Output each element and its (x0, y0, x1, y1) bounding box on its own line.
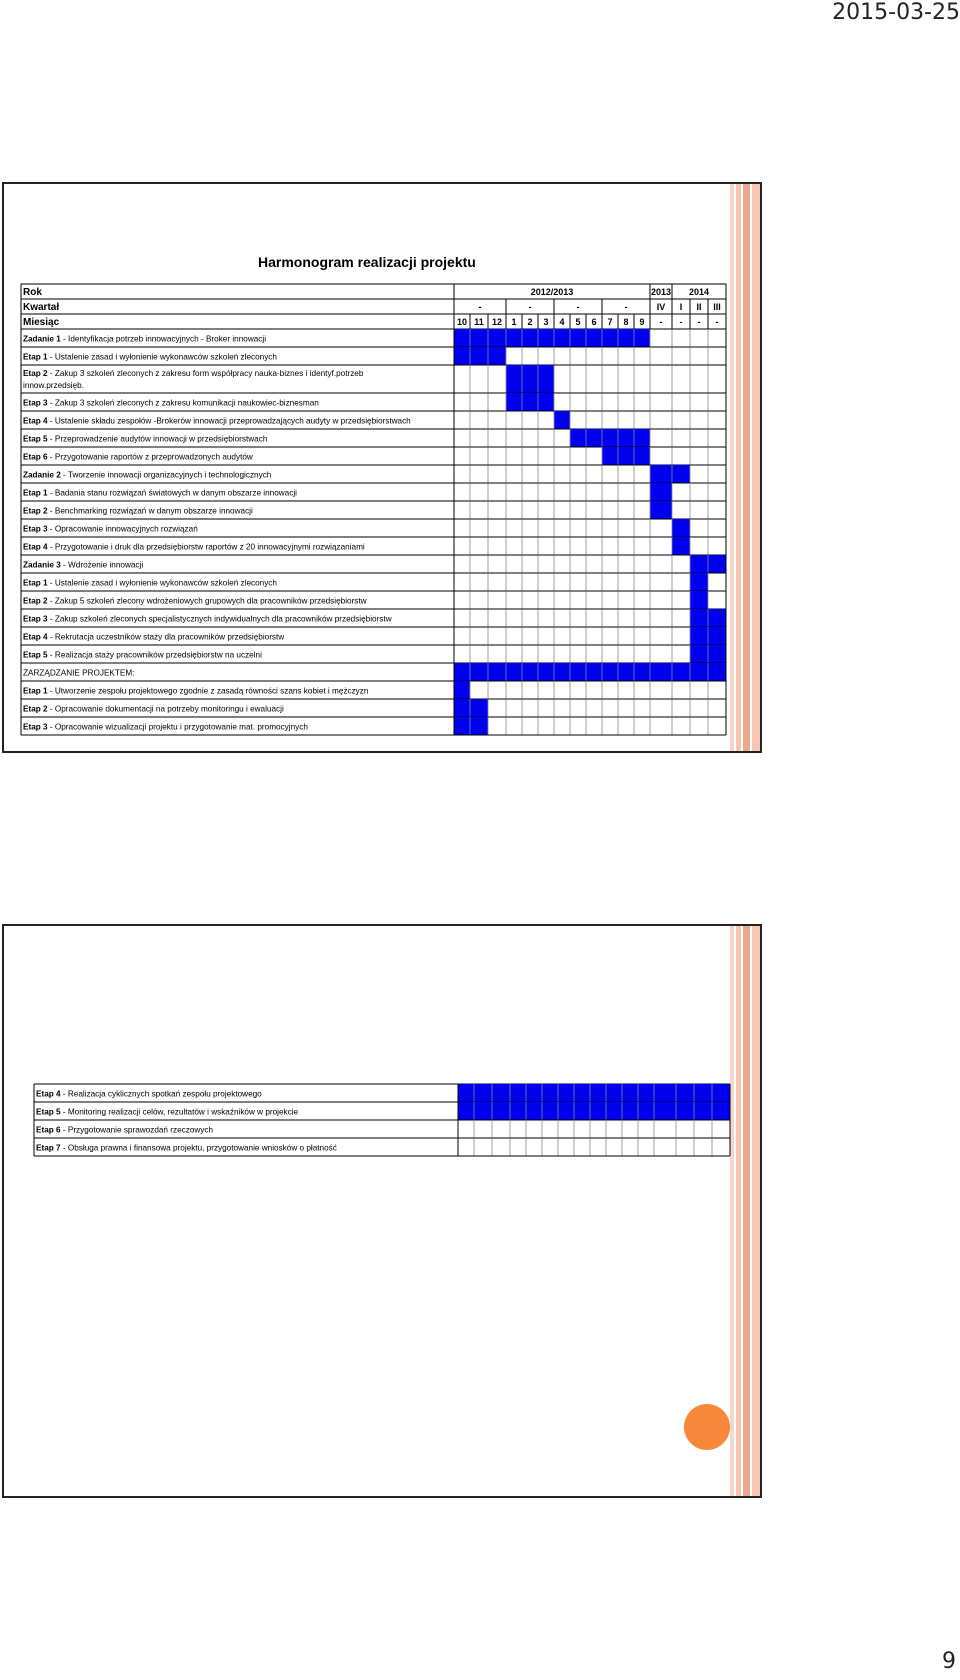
page-number: 9 (942, 1649, 956, 1674)
header-cell: 5 (575, 317, 581, 327)
gantt-bar-cell (470, 717, 488, 735)
gantt-bar-cell (650, 483, 672, 501)
gantt-bar-cell (538, 365, 554, 393)
gantt-bar-cell (574, 1102, 590, 1120)
task-label: Etap 5 - Realizacja staży pracowników przedsiębiorstw na uczelni (23, 650, 262, 660)
gantt-bar-cell (690, 627, 708, 645)
gantt-bar-cell (542, 1102, 558, 1120)
gantt-bar-cell (690, 645, 708, 663)
gantt-bar-cell (506, 663, 522, 681)
header-cell: 12 (491, 317, 503, 327)
gantt-bar-cell (676, 1102, 694, 1120)
task-label: Etap 7 - Obsługa prawna i finansowa projektu, przygotowanie wniosków o płatność (36, 1143, 337, 1153)
header-cell: 10 (456, 317, 468, 327)
gantt-bar-cell (506, 365, 522, 393)
gantt-bar-cell (558, 1102, 574, 1120)
gantt-bar-cell (606, 1084, 622, 1102)
header-cell: - (679, 317, 683, 327)
gantt-bar-cell (454, 329, 470, 347)
gantt-bar-cell (458, 1102, 474, 1120)
gantt-bar-cell (474, 1084, 492, 1102)
header-cell: 2014 (688, 287, 710, 297)
gantt-bar-cell (470, 347, 488, 365)
task-label: Etap 1 - Badania stanu rozwiązań światowych w danym obszarze innowacji (23, 488, 297, 498)
schedule-title: Harmonogram realizacji projektu (258, 254, 476, 270)
gantt-bar-cell (690, 663, 708, 681)
gantt-bar-cell (634, 429, 650, 447)
gantt-bar-cell (454, 717, 470, 735)
gantt-bar-cell (650, 663, 672, 681)
header-cell: I (679, 302, 683, 312)
gantt-bar-cell (526, 1102, 542, 1120)
gantt-bar-cell (554, 329, 570, 347)
gantt-bar-cell (492, 1102, 510, 1120)
gantt-bar-cell (488, 347, 506, 365)
gantt-bar-cell (538, 663, 554, 681)
header-cell: 2012/2013 (530, 287, 574, 297)
header-cell: - (659, 317, 663, 327)
gantt-bar-cell (638, 1084, 654, 1102)
gantt-bar-cell (638, 1102, 654, 1120)
gantt-bar-cell (488, 663, 506, 681)
task-label: Zadanie 1 - Identyfikacja potrzeb innowacyjnych - Broker innowacji (23, 334, 267, 344)
gantt-bar-cell (522, 329, 538, 347)
gantt-bar-cell (690, 591, 708, 609)
gantt-bar-cell (690, 573, 708, 591)
task-label: Zadanie 2 - Tworzenie innowacji organizacyjnych i technologicznych (23, 470, 272, 480)
header-cell: 2013 (650, 287, 672, 297)
task-label: Etap 4 - Przygotowanie i druk dla przedsiębiorstw raportów z 20 innowacyjnymi rozwiązaniami (23, 542, 365, 552)
gantt-bar-cell (570, 663, 586, 681)
gantt-bar-cell (690, 555, 708, 573)
gantt-bar-cell (510, 1084, 526, 1102)
header-label: Kwartał (23, 302, 60, 313)
gantt-bar-cell (694, 1084, 712, 1102)
gantt-bar-cell (510, 1102, 526, 1120)
gantt-bar-cell (454, 347, 470, 365)
gantt-bar-cell (538, 393, 554, 411)
gantt-bar-cell (570, 429, 586, 447)
gantt-bar-cell (618, 429, 634, 447)
header-cell: - (528, 302, 532, 312)
gantt-table-continued (4, 926, 760, 1496)
gantt-bar-cell (622, 1102, 638, 1120)
gantt-bar-cell (590, 1102, 606, 1120)
gantt-bar-cell (622, 1084, 638, 1102)
gantt-bar-cell (570, 329, 586, 347)
header-cell: - (624, 302, 628, 312)
header-cell: - (576, 302, 580, 312)
header-cell: - (478, 302, 482, 312)
gantt-bar-cell (506, 393, 522, 411)
gantt-bar-cell (654, 1084, 676, 1102)
header-cell: 9 (639, 317, 645, 327)
gantt-bar-cell (708, 555, 726, 573)
gantt-bar-cell (708, 645, 726, 663)
gantt-bar-cell (676, 1084, 694, 1102)
gantt-bar-cell (618, 663, 634, 681)
task-label: Etap 4 - Ustalenie składu zespołów -Brokerów innowacji przeprowadzających audyty w przedsiębiorstwach (23, 416, 411, 426)
header-cell: 11 (474, 317, 484, 327)
gantt-bar-cell (708, 663, 726, 681)
task-label: Zadanie 3 - Wdrożenie innowacji (23, 560, 144, 570)
task-label: Etap 6 - Przygotowanie raportów z przeprowadzonych audytów (23, 452, 253, 462)
header-cell: 7 (607, 317, 613, 327)
gantt-bar-cell (650, 465, 672, 483)
gantt-bar-cell (586, 329, 602, 347)
gantt-bar-cell (672, 465, 690, 483)
gantt-bar-cell (606, 1102, 622, 1120)
task-label-continued: innow.przedsięb. (23, 381, 84, 390)
gantt-bar-cell (602, 429, 618, 447)
gantt-bar-cell (708, 627, 726, 645)
gantt-bar-cell (634, 329, 650, 347)
header-cell: - (697, 317, 701, 327)
slide-2 (2, 924, 762, 1498)
gantt-bar-cell (458, 1084, 474, 1102)
gantt-bar-cell (506, 329, 522, 347)
header-cell: 4 (559, 317, 565, 327)
task-label: Etap 3 - Zakup 3 szkoleń zleconych z zakresu komunikacji naukowiec-biznesman (23, 398, 319, 408)
gantt-bar-cell (650, 501, 672, 519)
gantt-bar-cell (708, 609, 726, 627)
gantt-bar-cell (522, 365, 538, 393)
gantt-bar-cell (522, 393, 538, 411)
gantt-bar-cell (522, 663, 538, 681)
gantt-bar-cell (586, 663, 602, 681)
header-cell: 8 (623, 317, 629, 327)
gantt-bar-cell (654, 1102, 676, 1120)
task-label: Etap 2 - Zakup 5 szkoleń zlecony wdrożeniowych grupowych dla pracowników przedsiębiorstw (23, 596, 367, 606)
header-cell: II (696, 302, 702, 312)
gantt-bar-cell (690, 609, 708, 627)
task-label: Etap 3 - Opracowanie wizualizacji projektu i przygotowanie mat. promocyjnych (23, 722, 308, 732)
gantt-bar-cell (554, 663, 570, 681)
gantt-bar-cell (538, 329, 554, 347)
header-row (21, 314, 726, 329)
gantt-bar-cell (634, 447, 650, 465)
header-label: Miesiąc (23, 317, 60, 328)
header-cell: 6 (591, 317, 597, 327)
gantt-bar-cell (454, 699, 470, 717)
gantt-bar-cell (470, 699, 488, 717)
gantt-bar-cell (712, 1084, 730, 1102)
gantt-bar-cell (470, 663, 488, 681)
gantt-bar-cell (488, 329, 506, 347)
task-label: Etap 1 - Ustalenie zasad i wyłonienie wykonawców szkoleń zleconych (23, 352, 277, 362)
gantt-bar-cell (558, 1084, 574, 1102)
gantt-bar-cell (602, 447, 618, 465)
gantt-bar-cell (554, 411, 570, 429)
header-date: 2015-03-25 (832, 0, 960, 25)
orange-circle-decoration (684, 1404, 730, 1450)
task-label: ZARZĄDZANIE PROJEKTEM: (23, 668, 135, 678)
gantt-bar-cell (542, 1084, 558, 1102)
header-cell: III (713, 302, 721, 312)
gantt-table (4, 184, 760, 751)
gantt-bar-cell (470, 329, 488, 347)
task-label: Etap 1 - Utworzenie zespołu projektowego zgodnie z zasadą równości szans kobiet i mężczyzn (23, 686, 369, 696)
header-cell: 3 (543, 317, 549, 327)
gantt-bar-cell (672, 663, 690, 681)
task-label: Etap 2 - Zakup 3 szkoleń zleconych z zakresu form współpracy nauka-biznes i identyf.potrzeb (23, 369, 364, 378)
gantt-bar-cell (602, 663, 618, 681)
task-label: Etap 4 - Rekrutacja uczestników staży dla pracowników przedsiębiorstw (23, 632, 285, 642)
gantt-bar-cell (712, 1102, 730, 1120)
task-label: Etap 1 - Ustalenie zasad i wyłonienie wykonawców szkoleń zleconych (23, 578, 277, 588)
task-label: Etap 3 - Opracowanie innowacyjnych rozwiązań (23, 524, 198, 534)
header-row (21, 299, 726, 314)
task-label: Etap 3 - Zakup szkoleń zleconych specjalistycznych indywidualnych dla pracowników przedsiębiorstw (23, 614, 392, 624)
gantt-bar-cell (454, 663, 470, 681)
header-cell: - (715, 317, 719, 327)
task-label: Etap 5 - Przeprowadzenie audytów innowacji w przedsiębiorstwach (23, 434, 268, 444)
task-label: Etap 2 - Benchmarking rozwiązań w danym obszarze innowacji (23, 506, 253, 516)
gantt-bar-cell (618, 329, 634, 347)
gantt-bar-cell (634, 663, 650, 681)
gantt-bar-cell (672, 537, 690, 555)
gantt-bar-cell (474, 1102, 492, 1120)
header-label: Rok (23, 287, 42, 298)
header-cell: 2 (527, 317, 533, 327)
gantt-bar-cell (454, 681, 470, 699)
gantt-bar-cell (492, 1084, 510, 1102)
gantt-bar-cell (672, 519, 690, 537)
gantt-bar-cell (586, 429, 602, 447)
gantt-bar-cell (694, 1102, 712, 1120)
header-cell: 1 (511, 317, 517, 327)
task-label: Etap 4 - Realizacja cyklicznych spotkań zespołu projektowego (36, 1089, 262, 1099)
task-label: Etap 5 - Monitoring realizacji celów, rezultatów i wskaźników w projekcie (36, 1107, 299, 1117)
header-row (21, 284, 726, 299)
gantt-bar-cell (602, 329, 618, 347)
task-label: Etap 6 - Przygotowanie sprawozdań rzeczowych (36, 1125, 214, 1135)
gantt-bar-cell (574, 1084, 590, 1102)
gantt-bar-cell (590, 1084, 606, 1102)
slide-1 (2, 182, 762, 753)
gantt-bar-cell (618, 447, 634, 465)
gantt-bar-cell (526, 1084, 542, 1102)
task-label: Etap 2 - Opracowanie dokumentacji na potrzeby monitoringu i ewaluacji (23, 704, 284, 714)
header-cell: IV (656, 302, 666, 312)
